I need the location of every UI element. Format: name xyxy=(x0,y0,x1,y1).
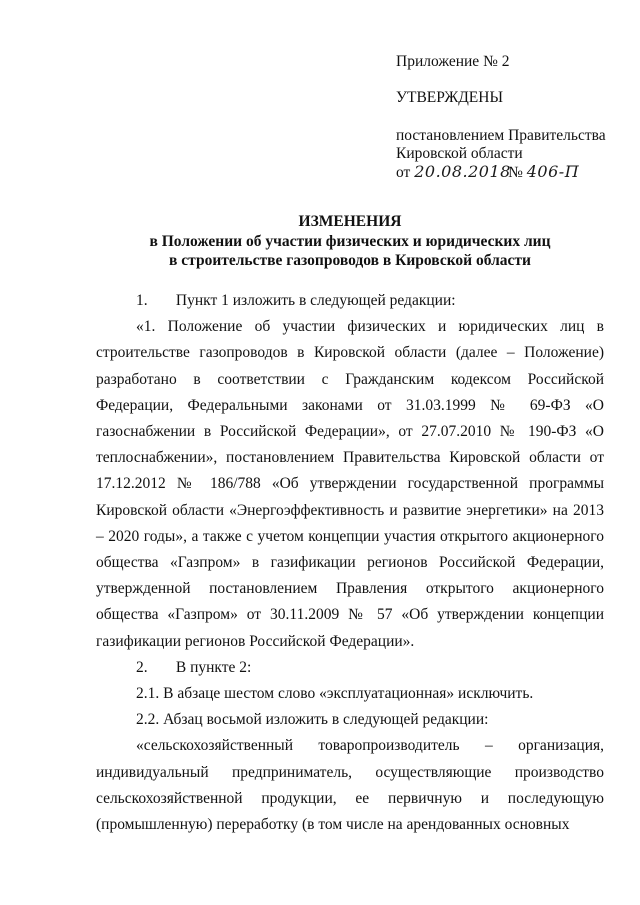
paragraph-2: «1. Положение об участии физических и юридических лиц в строительстве газопроводов в Кировской области (далее – Положение) разработано в соответствии с Гражданским кодексом Российской Федерации, Федеральными законами от 31.03.1999 № 69-ФЗ «О газоснабжении в Российской Федерации», от 27.07.2010 № 190-ФЗ «О теплоснабжении», постановлением Правительства Кировской области от 17.12.2012 № 186/788 «Об утверждении государственной программы Кировской области «Энергоэффективность и развитие энергетики» на 2013 – 2020 годы», а также с учетом концепции участия открытого акционерного общества «Газпром» в газификации регионов Российской Федерации, утвержденной постановлением Правления открытого акционерного общества «Газпром» от 30.11.2009 № 57 «Об утверждении концепции газификации регионов Российской Федерации». xyxy=(96,318,604,650)
document-title xyxy=(96,212,604,270)
date-prefix: от xyxy=(396,164,411,181)
paragraph-1-number: 1. xyxy=(136,292,148,309)
paragraph-3 xyxy=(96,655,604,681)
paragraph-5: 2.2. Абзац восьмой изложить в следующей редакции: xyxy=(136,711,489,729)
paragraph-3-number: 2. xyxy=(136,658,148,676)
paragraph-4: 2.1. В абзаце шестом слово «эксплуатационная» исключить. xyxy=(136,685,534,703)
approved-label: УТВЕРЖДЕНЫ xyxy=(396,89,503,106)
paragraph-1-text: Пункт 1 изложить в следующей редакции: xyxy=(175,292,456,309)
paragraph-1 xyxy=(96,288,604,314)
title-sub-line-1: в Положении об участии физических и юридических лиц xyxy=(149,233,551,250)
decree-date-number-line xyxy=(396,163,626,182)
handwritten-number: 406-П xyxy=(526,162,580,181)
number-label: № xyxy=(508,164,523,181)
paragraph-6: «сельскохозяйственный товаропроизводитель – организация, индивидуальный предприниматель, осуществляющие производство сельскохозяйственной продукции, ее первичную и последующую (промышленную) переработку (в том числе на арендованных основных xyxy=(96,737,604,834)
document-body xyxy=(96,288,604,838)
approval-stamp-block xyxy=(396,53,626,182)
decree-line-2: Кировской области xyxy=(396,145,523,162)
paragraph-3-text: В пункте 2: xyxy=(175,658,252,676)
decree-line-1: постановлением Правительства xyxy=(396,127,606,144)
title-sub-line-2: в строительстве газопроводов в Кировской области xyxy=(169,252,531,269)
handwritten-date: 20.08.2018 xyxy=(414,162,511,181)
title-main: ИЗМЕНЕНИЯ xyxy=(298,213,402,230)
appendix-label: Приложение № 2 xyxy=(396,53,510,70)
